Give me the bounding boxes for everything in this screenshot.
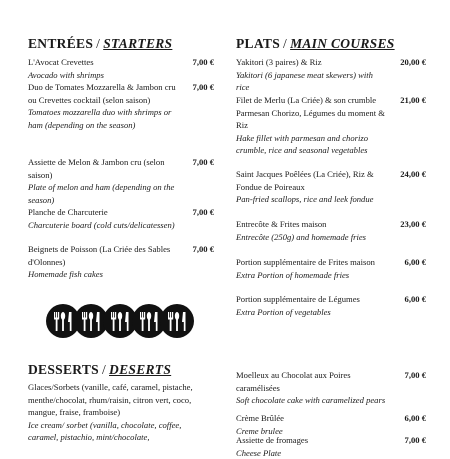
item-name: Moelleux au Chocolat aux Poires caramélisées — [236, 369, 386, 394]
dessert-item-1 — [28, 381, 218, 444]
cutlery-icons-row — [45, 300, 195, 340]
item-description: Homemade fish cakes — [28, 268, 178, 281]
item-price: 6,00 € — [405, 412, 426, 425]
heading-separator: / — [96, 36, 100, 51]
cutlery-icon — [160, 304, 194, 338]
starter-item-5 — [28, 243, 214, 281]
item-price: 7,00 € — [193, 81, 214, 94]
dessert-right-item-1 — [236, 369, 426, 407]
main-item-6 — [236, 293, 426, 318]
desserts-heading — [28, 362, 214, 378]
item-name: Portion supplémentaire de Légumes — [236, 293, 386, 306]
item-price: 7,00 € — [193, 206, 214, 219]
item-description: Plate of melon and ham (depending on the season) — [28, 181, 178, 206]
item-description: Extra Portion of homemade fries — [236, 269, 386, 282]
item-name: Assiette de fromages — [236, 434, 386, 447]
cutlery-icon — [74, 304, 108, 338]
item-description: Cheese Plate — [236, 447, 386, 459]
starters-heading — [28, 36, 214, 52]
item-price: 21,00 € — [400, 94, 426, 107]
item-name: Planche de Charcuterie — [28, 206, 178, 219]
starter-item-3 — [28, 156, 214, 206]
item-name: Portion supplémentaire de Frites maison — [236, 256, 386, 269]
heading-separator: / — [102, 362, 106, 377]
mains-section — [236, 36, 426, 52]
item-price: 7,00 € — [193, 156, 214, 169]
item-description: Ice cream/ sorbet (vanilla, chocolate, coffee, caramel, pistachio, mint/chocolate, — [28, 419, 208, 444]
item-description: Avocado with shrimps — [28, 69, 178, 82]
mains-title-en: MAIN COURSES — [290, 36, 395, 51]
starters-section — [28, 36, 214, 52]
item-price: 7,00 € — [193, 56, 214, 69]
main-item-1 — [236, 56, 426, 94]
item-price: 7,00 € — [193, 243, 214, 256]
item-description: Charcuterie board (cold cuts/delicatessen) — [28, 219, 178, 232]
item-description: Soft chocolate cake with caramelized pears — [236, 394, 386, 407]
cutlery-icon — [103, 304, 137, 338]
desserts-title-fr: DESSERTS — [28, 362, 99, 377]
item-name: Crème Brûlée — [236, 412, 386, 425]
starters-title-fr: ENTRÉES — [28, 36, 93, 51]
starter-item-4 — [28, 206, 214, 231]
item-name: Glaces/Sorbets (vanille, café, caramel, pistache, menthe/chocolat, rhum/raisin, citron vert, coco, mangue, fraise, framboise) — [28, 381, 208, 419]
item-price: 6,00 € — [405, 256, 426, 269]
item-name: Assiette de Melon & Jambon cru (selon saison) — [28, 156, 178, 181]
heading-separator: / — [283, 36, 287, 51]
desserts-section — [28, 362, 214, 378]
item-description: Creme brulee — [236, 425, 386, 438]
starter-item-1 — [28, 56, 214, 81]
item-name: Beignets de Poisson (La Criée des Sables d'Olonnes) — [28, 243, 178, 268]
desserts-title-en: DESERTS — [109, 362, 171, 377]
starters-title-en: STARTERS — [103, 36, 172, 51]
item-name: Saint Jacques Poêlées (La Criée), Riz & Fondue de Poireaux — [236, 168, 386, 193]
item-description: Hake fillet with parmesan and chorizo crumble, rice and seasonal vegetables — [236, 132, 386, 157]
item-description: Tomatoes mozzarella duo with shrimps or ham (depending on the season) — [28, 106, 178, 131]
item-name: Yakitori (3 paires) & Riz — [236, 56, 386, 69]
item-name: L'Avocat Crevettes — [28, 56, 178, 69]
main-item-2 — [236, 94, 426, 157]
item-description: Pan-fried scallops, rice and leek fondue — [236, 193, 386, 206]
item-price: 7,00 € — [405, 369, 426, 382]
dessert-right-item-3 — [236, 434, 426, 459]
item-price: 20,00 € — [400, 56, 426, 69]
item-price: 6,00 € — [405, 293, 426, 306]
item-description: Entrecôte (250g) and homemade fries — [236, 231, 386, 244]
starter-item-2 — [28, 81, 214, 131]
main-item-3 — [236, 168, 426, 206]
item-name: Filet de Merlu (La Criée) & son crumble Parmesan Chorizo, Légumes du moment & Riz — [236, 94, 386, 132]
main-item-5 — [236, 256, 426, 281]
item-description: Yakitori (6 japanese meat skewers) with rice — [236, 69, 386, 94]
mains-title-fr: PLATS — [236, 36, 280, 51]
item-name: Entrecôte & Frites maison — [236, 218, 386, 231]
item-description: Extra Portion of vegetables — [236, 306, 386, 319]
mains-heading — [236, 36, 426, 52]
item-price: 23,00 € — [400, 218, 426, 231]
item-price: 24,00 € — [400, 168, 426, 181]
item-name: Duo de Tomates Mozzarella & Jambon cru ou Crevettes cocktail (selon saison) — [28, 81, 178, 106]
main-item-4 — [236, 218, 426, 243]
item-price: 7,00 € — [405, 434, 426, 447]
